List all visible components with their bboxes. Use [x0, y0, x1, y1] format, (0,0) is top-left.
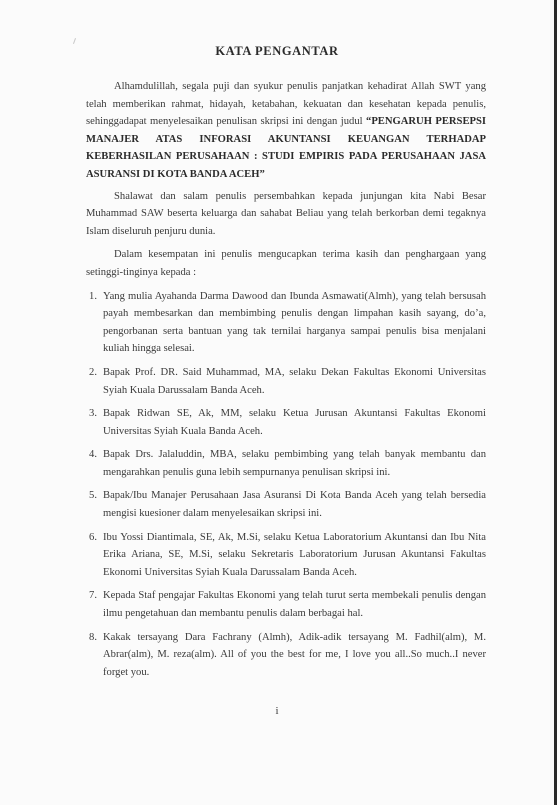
list-item-text: Bapak Prof. DR. Said Muhammad, MA, selaku Dekan Fakultas Ekonomi Universitas Syiah Kuala Darussalam Banda Aceh. — [103, 366, 486, 396]
list-item — [86, 529, 486, 582]
list-item-number: 7. — [89, 590, 97, 602]
intro-paragraph — [86, 78, 486, 184]
list-item — [86, 446, 486, 481]
list-item-text: Bapak/Ibu Manajer Perusahaan Jasa Asuransi Di Kota Banda Aceh yang telah bersedia mengisi kuesioner dalam menyelesaikan skripsi ini. — [103, 490, 486, 520]
list-item — [86, 487, 486, 522]
list-item — [86, 364, 486, 399]
list-item-text: Yang mulia Ayahanda Darma Dawood dan Ibunda Asmawati(Almh), yang telah bersusah payah membesarkan dan membimbing penulis dengan limpahan kasih sayang, do’a, pengorbanan serta bantuan yang tak ternilai harganya sampai penulis bisa menjalani kuliah hingga selesai. — [103, 290, 486, 355]
list-item-text: Ibu Yossi Diantimala, SE, Ak, M.Si, selaku Ketua Laboratorium Akuntansi dan Ibu Nita Erika Ariana, SE, M.Si, selaku Sekretaris Laboratorium Jurusan Akuntansi Fakultas Ekonomi Universitas Syiah Kuala Darussalam Banda Aceh. — [103, 531, 486, 578]
list-item — [86, 629, 486, 682]
thesis-title: “PENGARUH PERSEPSI MANAJER ATAS INFORASI AKUNTANSI KEUANGAN TERHADAP KEBERHASILAN PERUSAHAAN : STUDI EMPIRIS PADA PERUSAHAAN JASA ASURANSI DI KOTA BANDA ACEH” — [86, 116, 486, 180]
list-item-number: 8. — [89, 631, 97, 643]
list-item-number: 3. — [89, 408, 97, 420]
document-body — [86, 78, 486, 687]
list-item — [86, 288, 486, 358]
list-item-text: Bapak Ridwan SE, Ak, MM, selaku Ketua Jurusan Akuntansi Fakultas Ekonomi Universitas Syiah Kuala Banda Aceh. — [103, 408, 486, 437]
list-item — [86, 405, 486, 440]
shalawat-paragraph: Shalawat dan salam penulis persembahkan kepada junjungan kita Nabi Besar Muhammad SAW beserta keluarga dan sahabat Beliau yang telah berkorban demi tegaknya Islam diseluruh penjuru dunia. — [86, 190, 486, 237]
intro-text: Alhamdulillah, segala puji dan syukur penulis panjatkan kehadirat Allah SWT yang telah memberikan rahmat, hidayah, ketabahan, kekuatan dan kesehatan kepada penulis, sehinggadapat menyelesaikan penulisan skripsi ini dengan judul — [86, 81, 486, 128]
page-number: i — [275, 705, 279, 717]
acknowledgement-list — [86, 288, 486, 682]
page-title: KATA PENGANTAR — [215, 44, 339, 58]
list-item-number: 5. — [89, 490, 97, 502]
list-item-number: 1. — [89, 290, 97, 302]
list-item-text: Kakak tersayang Dara Fachrany (Almh), Adik-adik tersayang M. Fadhil(alm), M. Abrar(alm), M. reza(alm). All of you the best for me, I love you all..So much..I never forget you. — [103, 631, 486, 678]
list-item-number: 6. — [89, 531, 97, 543]
list-item-number: 4. — [89, 449, 97, 461]
list-item-text: Bapak Drs. Jalaluddin, MBA, selaku pembimbing yang telah banyak membantu dan mengarahkan penulis guna lebih sempurnanya penulisan skripsi ini. — [103, 449, 486, 478]
acknowledgement-intro: Dalam kesempatan ini penulis mengucapkan terima kasih dan penghargaan yang setinggi-tinginya kepada : — [86, 249, 486, 278]
list-item — [86, 587, 486, 622]
list-item-number: 2. — [89, 366, 97, 378]
list-item-text: Kepada Staf pengajar Fakultas Ekonomi yang telah turut serta membekali penulis dengan ilmu pengetahuan dan membantu penulis dalam berbagai hal. — [103, 590, 486, 620]
